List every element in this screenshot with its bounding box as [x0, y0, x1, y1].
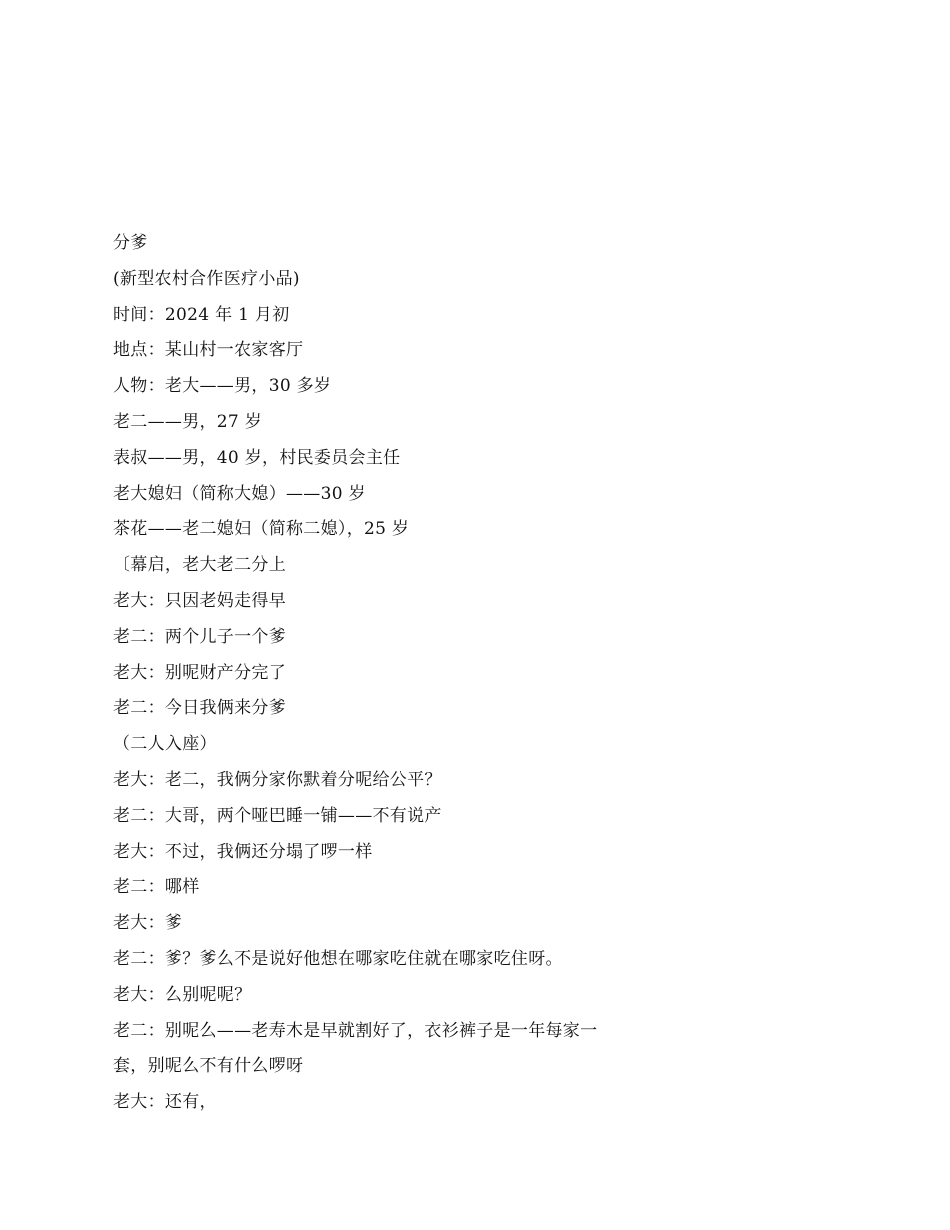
doc-stage-direction: 〔幕启，老大老二分上: [113, 555, 286, 576]
doc-dialogue-continuation: 套，别呢么不有什么啰呀: [113, 1056, 304, 1077]
doc-character-line: 老大媳妇（简称大媳）——30 岁: [113, 483, 366, 504]
doc-dialogue-line: 老大：不过，我俩还分塌了啰一样: [113, 841, 373, 862]
doc-place: 地点：某山村一农家客厅: [113, 340, 304, 361]
doc-time: 时间：2024 年 1 月初: [113, 304, 290, 325]
doc-dialogue-line: 老二：爹？爹么不是说好他想在哪家吃住就在哪家吃住呀。: [113, 948, 563, 969]
document-body: [113, 226, 853, 1121]
doc-dialogue-line: 老大：别呢财产分完了: [113, 662, 286, 683]
doc-dialogue-line: 老大：还有，: [113, 1092, 217, 1113]
doc-stage-direction: （二人入座）: [113, 734, 217, 755]
doc-dialogue-line: 老二：哪样: [113, 877, 200, 898]
doc-dialogue-line: 老二：大哥，两个哑巴睡一铺——不有说产: [113, 805, 442, 826]
doc-title: 分爹: [113, 233, 148, 253]
doc-character-line: 老二——男，27 岁: [113, 411, 263, 432]
doc-dialogue-line: 老大：么别呢呢？: [113, 984, 252, 1005]
doc-dialogue-line: 老二：别呢么——老寿木是早就割好了，衣衫裤子是一年每家一: [113, 1020, 598, 1041]
doc-characters: 人物：老大——男，30 多岁: [113, 376, 332, 397]
doc-dialogue-line: 老大：爹: [113, 913, 183, 934]
doc-dialogue-line: 老大：只因老妈走得早: [113, 590, 286, 611]
doc-dialogue-line: 老二：今日我俩来分爹: [113, 698, 286, 719]
doc-dialogue-line: 老大：老二，我俩分家你默着分呢给公平？: [113, 769, 442, 790]
doc-character-line: 表叔——男，40 岁，村民委员会主任: [113, 447, 401, 468]
doc-subtitle: (新型农村合作医疗小品): [113, 268, 300, 289]
doc-character-line: 茶花——老二媳妇（简称二媳），25 岁: [113, 519, 410, 540]
doc-dialogue-line: 老二：两个儿子一个爹: [113, 626, 286, 647]
